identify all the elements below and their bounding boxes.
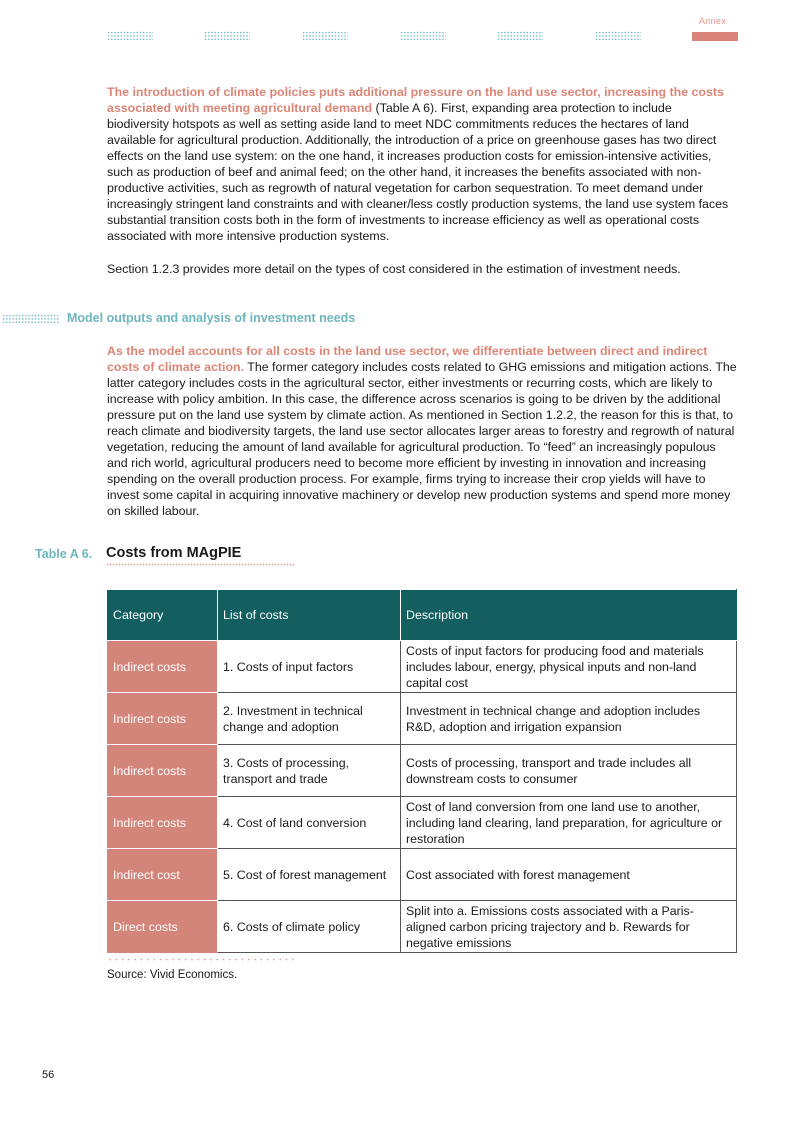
table-row — [108, 797, 737, 849]
category-cell: Direct costs — [108, 901, 218, 953]
description-cell: Costs of processing, transport and trade includes all downstream costs to consumer — [401, 745, 737, 797]
cost-cell: 3. Costs of processing, transport and trade — [218, 745, 401, 797]
description-cell: Cost of land conversion from one land use to another, including land clearing, land preparation, for agriculture or restoration — [401, 797, 737, 849]
section-paragraph — [107, 343, 737, 519]
costs-table — [107, 589, 737, 953]
category-cell: Indirect costs — [108, 641, 218, 693]
header-dot-pattern-2 — [204, 31, 250, 41]
section-tab-bar — [692, 32, 738, 41]
column-header-category: Category — [108, 590, 218, 641]
table-title-underline — [106, 563, 294, 567]
cost-cell: 4. Cost of land conversion — [218, 797, 401, 849]
category-cell: Indirect costs — [108, 693, 218, 745]
section-lead: As the model accounts for all costs in the land use sector, we differentiate between direct and indirect costs of climate action. — [107, 344, 708, 374]
header-dot-pattern-6 — [595, 31, 641, 41]
header-dot-pattern-3 — [302, 31, 348, 41]
column-header-list-of-costs: List of costs — [218, 590, 401, 641]
description-cell: Costs of input factors for producing food and materials includes labour, energy, physical inputs and non-land capital cost — [401, 641, 737, 693]
category-cell: Indirect costs — [108, 745, 218, 797]
section-body: The former category includes costs related to GHG emissions and mitigation actions. The latter category includes costs in the agricultural sector, either investments or recurring costs, which are likely to increase with policy ambition. In this case, the difference across scenarios is going to be driven by the additional pressure put on the land use system by climate action. As mentioned in Section 1.2.2, the reason for this is that, to reach climate and biodiversity targets, the land use sector allocates larger areas to forestry and regrowth of natural vegetation, reducing the amount of land available for agricultural production. To “feed” an increasingly populous and rich world, agricultural producers need to become more efficient by investing in innovation and increasing spending on the overall production process. For example, firms trying to increase their crop yields will have to invest some capital in acquiring innovative machinery or develop new production systems and spend more money on skilled labour. — [107, 360, 737, 518]
table-number: Table A 6. — [35, 547, 93, 561]
table-row — [108, 693, 737, 745]
table-row — [108, 641, 737, 693]
page-number: 56 — [42, 1069, 55, 1081]
cost-cell: 2. Investment in technical change and adoption — [218, 693, 401, 745]
table-title: Costs from MAgPIE — [106, 545, 242, 561]
cost-cell: 6. Costs of climate policy — [218, 901, 401, 953]
section-heading: Model outputs and analysis of investment needs — [67, 311, 356, 325]
table-header-row — [108, 590, 737, 641]
table-row — [108, 849, 737, 901]
header-dot-pattern-1 — [107, 31, 153, 41]
description-cell: Split into a. Emissions costs associated with a Paris-aligned carbon pricing trajectory and b. Rewards for negative emissions — [401, 901, 737, 953]
column-header-description: Description — [401, 590, 737, 641]
cost-cell: 1. Costs of input factors — [218, 641, 401, 693]
cost-cell: 5. Cost of forest management — [218, 849, 401, 901]
intro-paragraph — [107, 84, 737, 244]
description-cell: Investment in technical change and adoption includes R&D, adoption and irrigation expansion — [401, 693, 737, 745]
table-source: Source: Vivid Economics. — [107, 969, 238, 981]
table-row — [108, 745, 737, 797]
header-dot-pattern-5 — [497, 31, 543, 41]
intro-lead: The introduction of climate policies puts additional pressure on the land use sector, increasing the costs associated with meeting agricultural demand — [107, 85, 724, 115]
section-label: Annex — [699, 16, 727, 26]
intro-followup: Section 1.2.3 provides more detail on the types of cost considered in the estimation of investment needs. — [107, 262, 681, 276]
category-cell: Indirect cost — [108, 849, 218, 901]
intro-body: (Table A 6). First, expanding area protection to include biodiversity hotspots as well as setting aside land to meet NDC commitments reduces the hectares of land available for agricultural production. Additionally, the introduction of a price on greenhouse gases has two direct effects on the land use system: on the one hand, it increases production costs for emission-intensive activities, such as production of beef and animal feed; on the other hand, it increases the benefits associated with non-productive activities, such as regrowth of natural vegetation for carbon sequestration. To meet demand under increasingly stringent land constraints and with cleaner/less costly production systems, the land use system faces substantial transition costs both in the form of investments to increase efficiency as well as operational costs associated with more intensive production systems. — [107, 101, 729, 243]
source-divider — [107, 958, 297, 962]
description-cell: Cost associated with forest management — [401, 849, 737, 901]
table-row — [108, 901, 737, 953]
section-dot-marker — [2, 314, 60, 324]
header-dot-pattern-4 — [400, 31, 446, 41]
category-cell: Indirect costs — [108, 797, 218, 849]
